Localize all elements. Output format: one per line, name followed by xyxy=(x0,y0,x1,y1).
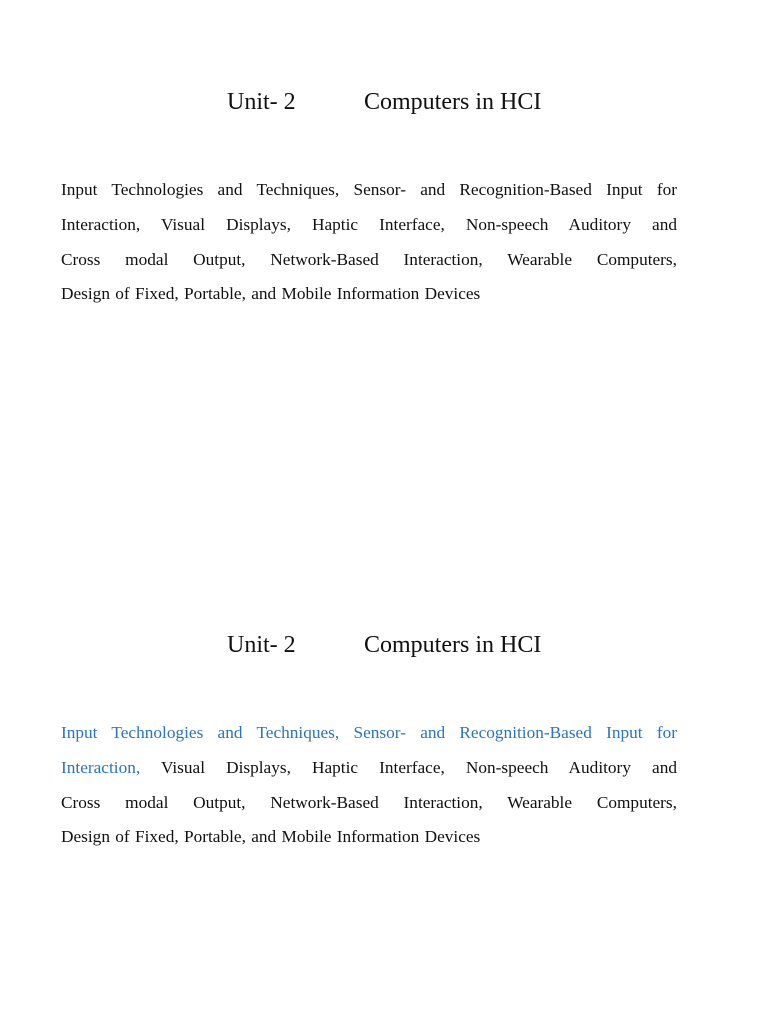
unit-heading xyxy=(0,86,768,118)
highlighted-topic: Sensor- and Recognition-Based Input for xyxy=(353,723,678,742)
topic: Design of Fixed, Portable, and Mobile Information Devices xyxy=(61,284,481,304)
highlighted-topic: Input Technologies and Techniques, xyxy=(61,723,340,742)
topic: Non-speech Auditory and xyxy=(465,757,677,777)
topic: Wearable Computers, xyxy=(507,792,677,812)
topic: Cross modal Output, xyxy=(61,792,246,812)
topic-line xyxy=(61,173,677,208)
topic: Haptic Interface, xyxy=(311,214,445,234)
unit-number: Unit- 2 xyxy=(227,632,296,658)
topic: Cross modal Output, xyxy=(61,249,246,269)
topic: Interaction, xyxy=(61,214,141,234)
topic: Visual Displays, xyxy=(160,757,291,777)
unit-heading xyxy=(0,629,768,661)
topic-line xyxy=(61,277,677,312)
topic: Haptic Interface, xyxy=(311,757,445,777)
unit-number: Unit- 2 xyxy=(227,89,296,115)
topic-list xyxy=(61,173,677,312)
topic-line xyxy=(61,716,677,751)
topic-line xyxy=(61,786,677,821)
topic: Design of Fixed, Portable, and Mobile Information Devices xyxy=(61,827,481,847)
topic-line xyxy=(61,243,677,278)
topic: Non-speech Auditory and xyxy=(465,214,677,234)
topic-line xyxy=(61,820,677,855)
unit-title: Computers in HCI xyxy=(364,632,542,658)
topic-line xyxy=(61,751,677,786)
topic: Sensor- and Recognition-Based Input for xyxy=(353,180,678,199)
unit-title: Computers in HCI xyxy=(364,89,542,115)
topic: Wearable Computers, xyxy=(507,249,677,269)
topic-list xyxy=(61,716,677,855)
topic: Visual Displays, xyxy=(160,214,291,234)
topic-line xyxy=(61,208,677,243)
topic: Network-Based Interaction, xyxy=(270,792,483,812)
topic: Input Technologies and Techniques, xyxy=(61,180,340,199)
highlighted-topic: Interaction, xyxy=(61,757,141,777)
topic: Network-Based Interaction, xyxy=(270,249,483,269)
